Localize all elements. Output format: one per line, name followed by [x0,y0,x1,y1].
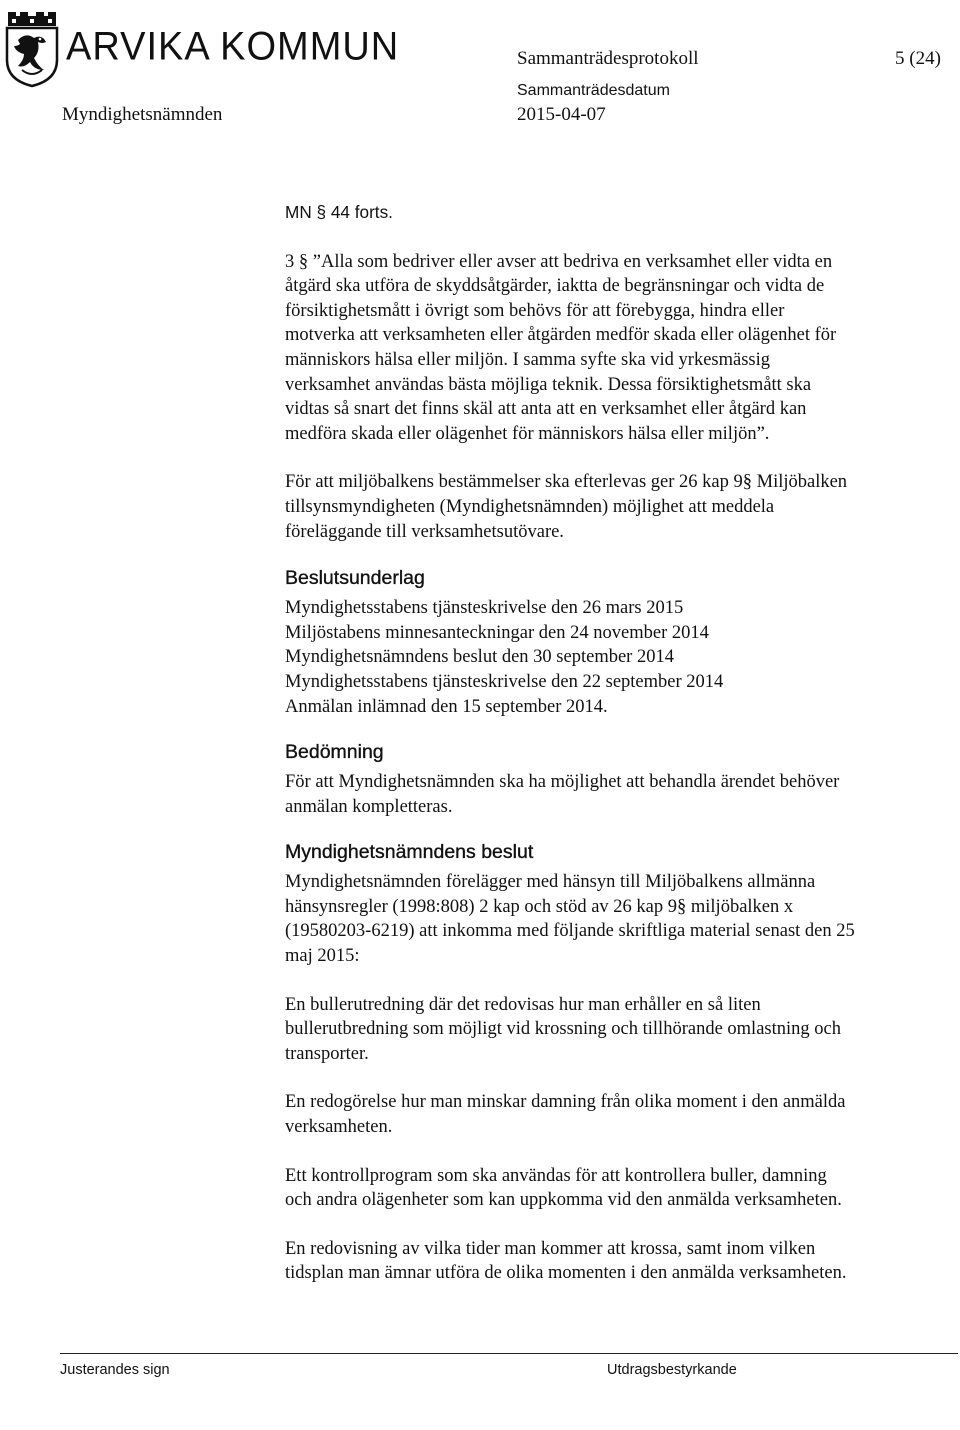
page-number: 5 (24) [895,48,941,69]
text-line: En redovisning av vilka tider man kommer att krossa, samt inom vilken [285,1238,816,1259]
text-line: En bullerutredning där det redovisas hur man erhåller en så liten [285,994,761,1015]
quote-paragraph [285,250,935,447]
text-line: transporter. [285,1043,369,1064]
meeting-date-label: Sammanträdesdatum [517,82,670,99]
list-item: Anmälan inlämnad den 15 september 2014. [285,696,608,717]
legal-paragraph [285,470,935,544]
text-line: För att miljöbalkens bestämmelser ska efterlevas ger 26 kap 9§ Miljöbalken [285,472,848,493]
coat-of-arms-logo [4,8,60,88]
bedomning-paragraph [285,770,935,819]
list-item: Miljöstabens minnesanteckningar den 24 november 2014 [285,622,709,643]
text-line: verksamheten. [285,1117,393,1138]
text-line: medföra skada eller olägenhet för människors hälsa eller miljön”. [285,423,770,444]
beslut-intro [285,870,935,968]
meeting-date: 2015-04-07 [517,104,606,125]
brand-name: ARVIKA KOMMUN [66,24,400,70]
requirement-item [285,1237,935,1286]
text-line: Myndighetsnämnden förelägger med hänsyn till Miljöbalkens allmänna [285,872,816,893]
requirement-item [285,993,935,1067]
protocol-label: Sammanträdesprotokoll [517,48,699,69]
text-line: hänsynsregler (1998:808) 2 kap och stöd av 26 kap 9§ miljöbalken x [285,896,794,917]
beslutsunderlag-list [285,596,935,719]
text-line: En redogörelse hur man minskar damning från olika moment i den anmälda [285,1092,846,1113]
text-line: människors hälsa eller miljön. I samma syfte ska vid yrkesmässig [285,349,771,370]
footer-utdragsbestyrkande: Utdragsbestyrkande [607,1362,737,1378]
text-line: försiktighetsmått i övrigt som behövs för att förebygga, hindra eller [285,300,785,321]
text-line: föreläggande till verksamhetsutövare. [285,521,564,542]
list-item: Myndighetsstabens tjänsteskrivelse den 22 september 2014 [285,671,724,692]
section-reference: MN § 44 forts. [285,202,393,222]
footer-divider [60,1353,958,1354]
text-line: motverka att verksamheten eller åtgärden medför skada eller olägenhet för [285,325,837,346]
list-item: Myndighetsstabens tjänsteskrivelse den 26 mars 2015 [285,598,684,619]
text-line: (19580203-6219) att inkomma med följande skriftliga material senast den 25 [285,921,855,942]
text-line: 3 § ”Alla som bedriver eller avser att bedriva en verksamhet eller vidta en [285,251,833,272]
text-line: och andra olägenheter som kan uppkomma vid den anmälda verksamheten. [285,1190,842,1211]
footer-justerandes-sign: Justerandes sign [60,1362,170,1378]
text-line: tillsynsmyndigheten (Myndighetsnämnden) möjlighet att meddela [285,496,775,517]
heading-bedomning: Bedömning [285,741,384,764]
text-line: bullerutbredning som möjligt vid krossning och tillhörande omlastning och [285,1019,841,1040]
text-line: verksamhet användas bästa möjliga teknik. Dessa försiktighetsmått ska [285,374,812,395]
list-item: Myndighetsnämndens beslut den 30 september 2014 [285,647,674,668]
text-line: tidsplan man ämnar utföra de olika momenten i den anmälda verksamheten. [285,1263,847,1284]
text-line: Ett kontrollprogram som ska användas för att kontrollera buller, damning [285,1165,827,1186]
text-line: För att Myndighetsnämnden ska ha möjlighet att behandla ärendet behöver [285,772,840,793]
text-line: anmälan kompletteras. [285,796,453,817]
requirement-item [285,1090,935,1139]
requirement-item [285,1164,935,1213]
document-body [285,200,935,1286]
heading-beslut: Myndighetsnämndens beslut [285,841,534,864]
text-line: vidtas så snart det finns skäl att anta att en verksamhet eller åtgärd kan [285,399,807,420]
heading-beslutsunderlag: Beslutsunderlag [285,567,425,590]
committee-name: Myndighetsnämnden [62,104,223,125]
text-line: åtgärd ska utföra de skyddsåtgärder, iaktta de begränsningar och vidta de [285,276,825,297]
text-line: maj 2015: [285,946,360,967]
